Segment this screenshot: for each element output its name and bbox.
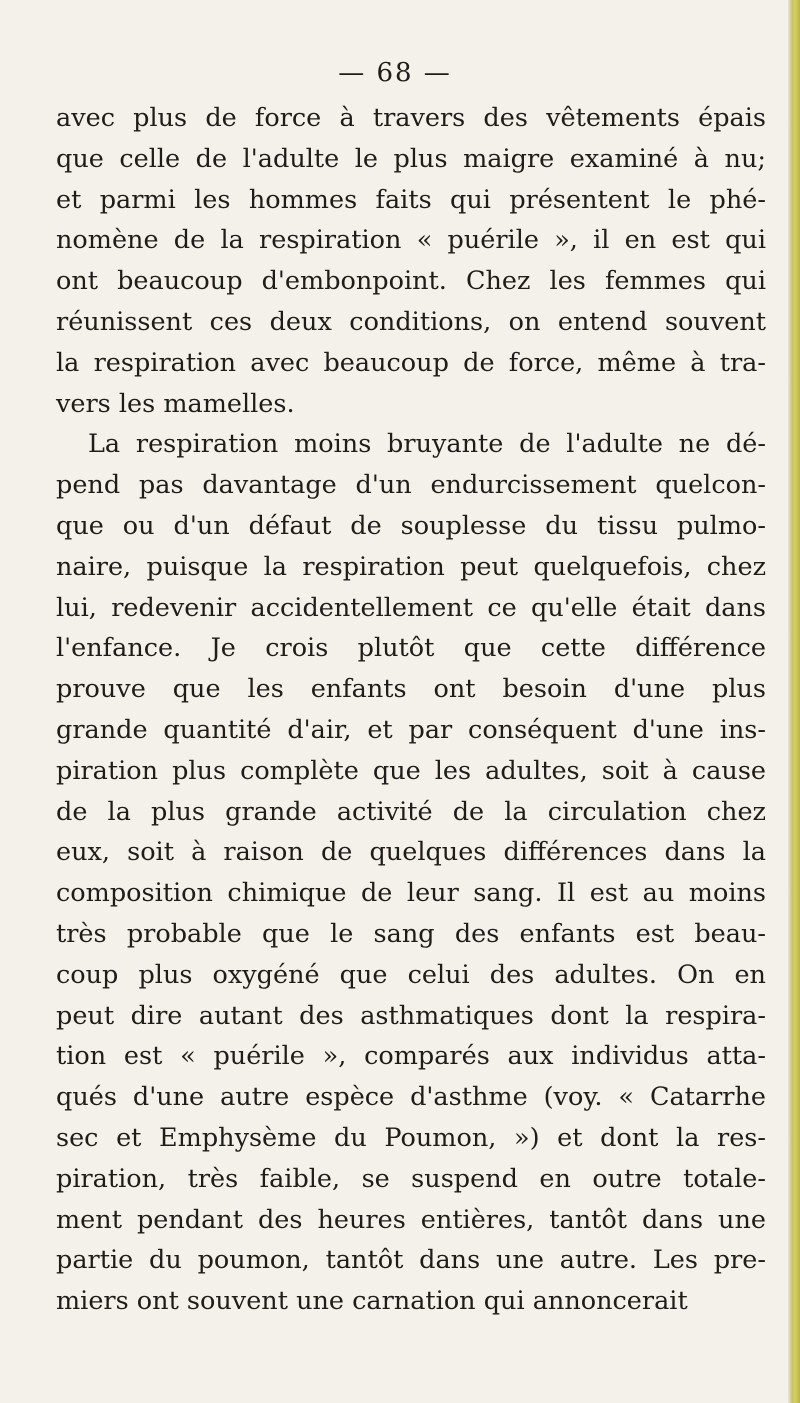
text-line: partie du poumon, tantôt dans une autre. Les pre- xyxy=(56,1245,766,1276)
text-line: qués d'une autre espèce d'asthme (voy. « Catarrhe xyxy=(56,1082,766,1113)
text-line: réunissent ces deux conditions, on entend souvent xyxy=(56,306,766,337)
text-line: naire, puisque la respiration peut quelquefois, chez xyxy=(56,551,766,582)
text-line: tion est « puérile », comparés aux individus atta- xyxy=(56,1041,766,1072)
text-line: prouve que les enfants ont besoin d'une plus xyxy=(56,674,766,705)
text-line: nomène de la respiration « puérile », il en est qui xyxy=(56,225,766,256)
text-line: composition chimique de leur sang. Il est au moins xyxy=(56,878,766,909)
paragraph-start-line: La respiration moins bruyante de l'adulte ne dé- xyxy=(88,429,766,460)
text-line: eux, soit à raison de quelques différences dans la xyxy=(56,837,766,868)
page-edge xyxy=(788,0,800,1403)
text-line: ment pendant des heures entières, tantôt dans une xyxy=(56,1204,766,1235)
text-line: et parmi les hommes faits qui présentent le phé- xyxy=(56,184,766,215)
text-line: de la plus grande activité de la circulation chez xyxy=(56,796,766,827)
text-line: la respiration avec beaucoup de force, même à tra- xyxy=(56,347,766,378)
text-line: que celle de l'adulte le plus maigre examiné à nu; xyxy=(56,143,766,174)
text-line: lui, redevenir accidentellement ce qu'elle était dans xyxy=(56,592,766,623)
text-line: très probable que le sang des enfants est beau- xyxy=(56,918,766,949)
text-line: l'enfance. Je crois plutôt que cette différence xyxy=(56,633,766,664)
body-text xyxy=(56,98,766,1322)
text-line: peut dire autant des asthmatiques dont la respira- xyxy=(56,1000,766,1031)
paragraph-end-line: vers les mamelles. xyxy=(56,388,295,419)
text-line: sec et Emphysème du Poumon, ») et dont la res- xyxy=(56,1122,766,1153)
text-line: piration plus complète que les adultes, soit à cause xyxy=(56,755,766,786)
text-line: pend pas davantage d'un endurcissement quelcon- xyxy=(56,470,766,501)
text-line: avec plus de force à travers des vêtements épais xyxy=(56,103,766,133)
text-line: miers ont souvent une carnation qui annoncerait xyxy=(56,1286,688,1317)
text-line: que ou d'un défaut de souplesse du tissu pulmo- xyxy=(56,510,766,541)
page-number: — 68 — xyxy=(338,58,452,88)
text-line: grande quantité d'air, et par conséquent d'une ins- xyxy=(56,714,766,745)
text-line: piration, très faible, se suspend en outre totale- xyxy=(56,1163,766,1194)
text-line: coup plus oxygéné que celui des adultes. On en xyxy=(56,959,766,990)
text-line: ont beaucoup d'embonpoint. Chez les femmes qui xyxy=(56,266,766,297)
